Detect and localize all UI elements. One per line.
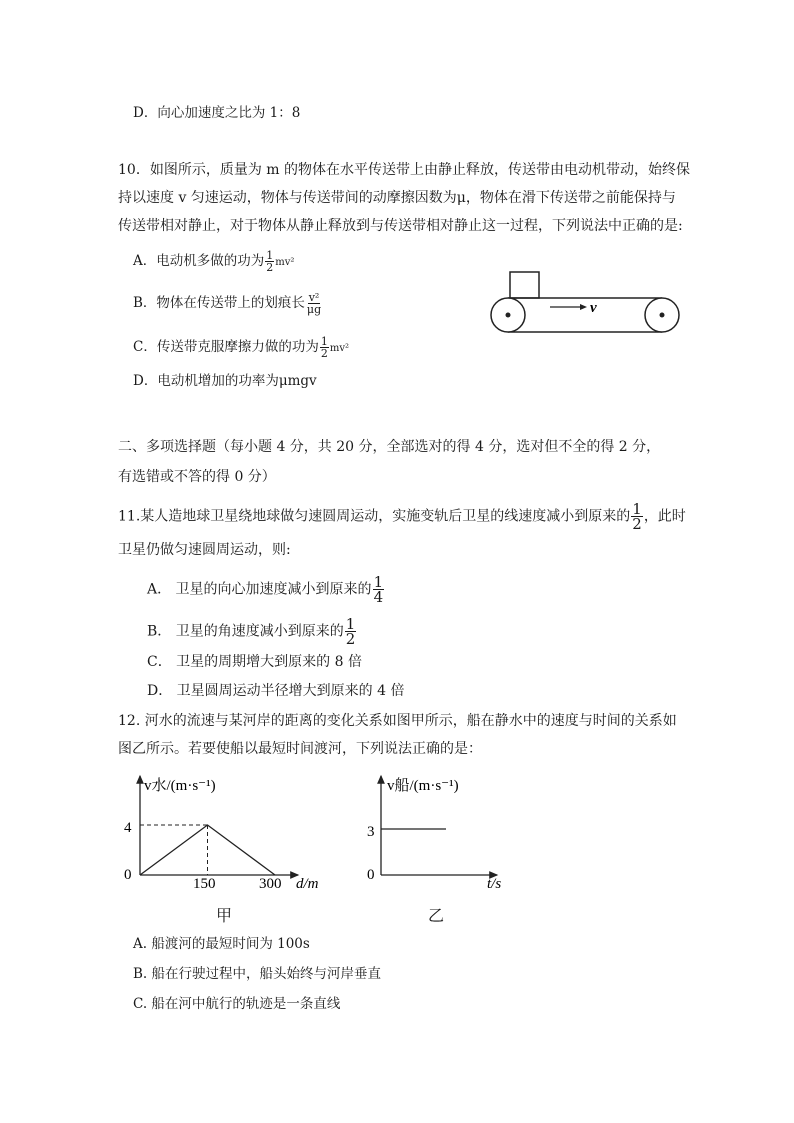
- q10-option-c-tail: mv²: [329, 343, 349, 354]
- q11-option-a: [147, 575, 385, 604]
- q10-option-a-tail: mv²: [275, 257, 295, 268]
- frac-num: 1: [320, 335, 328, 348]
- chart-yi-caption: 乙: [428, 906, 445, 925]
- x-axis-label: t/s: [487, 876, 502, 892]
- q11-option-d: D． 卫星圆周运动半径增大到原来的 4 倍: [147, 683, 405, 699]
- section2-title: 二、多项选择题（每小题 4 分，共 20 分，全部选对的得 4 分，选对但不全的得 2 分，: [118, 439, 661, 455]
- velocity-label: v: [590, 300, 597, 316]
- q12-stem-line1: 12. 河水的流速与某河岸的距离的变化关系如图甲所示，船在静水中的速度与时间的关系如: [118, 713, 677, 729]
- origin-label: 0: [367, 867, 375, 883]
- frac-den: 2: [266, 261, 274, 274]
- q10-option-a-text: A．电动机多做的功为: [133, 253, 265, 269]
- q10-option-c: [133, 336, 349, 359]
- q11-stem-tail: ，此时: [643, 508, 686, 525]
- q12-option-a: A. 船渡河的最短时间为 100s: [133, 936, 310, 952]
- section2-title-cont: 有选错或不答的得 0 分）: [118, 469, 276, 485]
- q10-option-c-text: C．传送带克服摩擦力做的功为: [133, 339, 319, 355]
- frac-num: 1: [373, 573, 384, 591]
- block: [510, 272, 539, 298]
- q11-option-b: [147, 617, 357, 646]
- q9-option-d: D．向心加速度之比为 1：8: [133, 105, 301, 121]
- q10-option-b-text: B．物体在传送带上的划痕长: [133, 295, 305, 311]
- frac-num: 1: [632, 500, 642, 518]
- q12-stem-line2: 图乙所示。若要使船以最短时间渡河，下列说法正确的是：: [118, 741, 482, 757]
- x-axis-label: d/m: [296, 876, 319, 892]
- q11-option-c: C． 卫星的周期增大到原来的 8 倍: [147, 654, 362, 670]
- frac-den: 2: [345, 630, 356, 648]
- q11-stem-line1: [118, 502, 686, 531]
- q12-option-b: B. 船在行驶过程中，船头始终与河岸垂直: [133, 966, 382, 982]
- frac-num: 1: [345, 615, 356, 633]
- chart-yi: [365, 768, 515, 898]
- left-pulley-axle: [506, 313, 511, 318]
- q11-stem-line2: 卫星仍做匀速圆周运动，则:: [118, 542, 291, 558]
- q10-stem-line3: 传送带相对静止，对于物体从静止释放到与传送带相对静止这一过程，下列说法中正确的是:: [118, 218, 683, 234]
- right-pulley-axle: [660, 313, 665, 318]
- chart-jia: [118, 768, 333, 898]
- y-tick-3: 3: [367, 824, 375, 840]
- frac-den: 2: [632, 515, 642, 533]
- frac-den: μg: [306, 303, 322, 316]
- q12-option-c: C. 船在河中航行的轨迹是一条直线: [133, 996, 341, 1012]
- frac-num: 1: [266, 249, 274, 262]
- q10-option-d: D．电动机增加的功率为μmgv: [133, 373, 317, 389]
- q11-option-b-text: B． 卫星的角速度减小到原来的: [147, 623, 344, 640]
- origin-label: 0: [124, 867, 132, 883]
- q10-stem-line2: 持以速度 v 匀速运动，物体与传送带间的动摩擦因数为μ，物体在滑下传送带之前能保持与: [118, 190, 676, 206]
- q10-option-a: [133, 250, 294, 273]
- frac-num: v²: [308, 291, 320, 304]
- y-axis-label: v水/(m·s⁻¹): [144, 778, 216, 794]
- q11-stem-text: 11.某人造地球卫星绕地球做匀速圆周运动，实施变轨后卫星的线速度减小到原来的: [118, 508, 631, 525]
- frac-den: 4: [373, 588, 384, 606]
- q10-stem-line1: 10．如图所示，质量为 m 的物体在水平传送带上由静止释放，传送带由电动机带动，始终保: [118, 162, 690, 178]
- y-axis-label: v船/(m·s⁻¹): [387, 778, 459, 794]
- x-tick-300: 300: [259, 876, 282, 892]
- q11-option-a-text: A． 卫星的向心加速度减小到原来的: [147, 581, 372, 598]
- frac-den: 2: [320, 347, 328, 360]
- q10-option-b: [133, 292, 323, 315]
- y-tick-4: 4: [124, 820, 132, 836]
- x-tick-150: 150: [193, 876, 216, 892]
- velocity-arrowhead: [580, 304, 587, 310]
- chart-jia-caption: 甲: [216, 906, 233, 925]
- conveyor-belt-figure: [488, 268, 684, 338]
